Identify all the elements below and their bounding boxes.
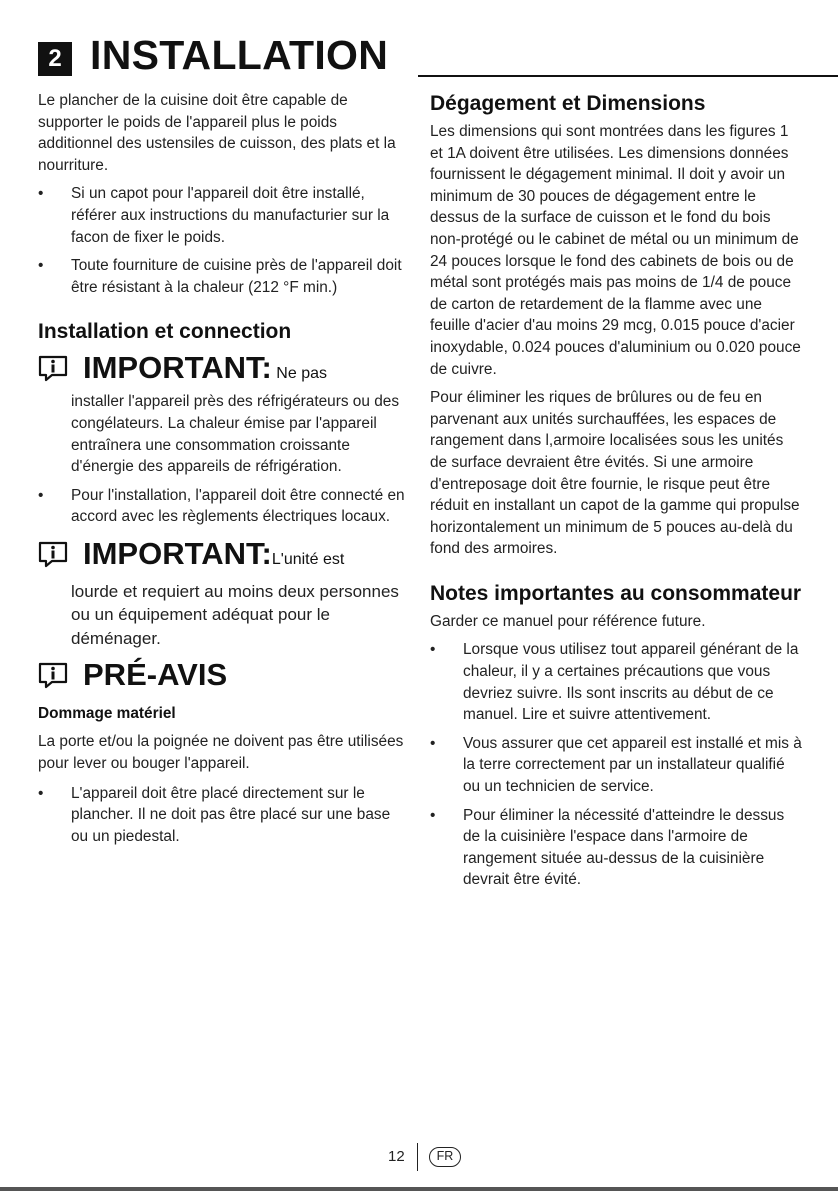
bullet-dot: • (38, 185, 44, 203)
section-heading-notes: Notes importantes au consommateur (430, 581, 802, 605)
chapter-title: INSTALLATION (90, 32, 389, 78)
chapter-number-badge: 2 (38, 42, 72, 76)
bullet-dot: • (430, 806, 436, 824)
bottom-rule (0, 1187, 838, 1191)
chapter-header (38, 32, 798, 78)
header-rule (418, 75, 838, 77)
important-text: installer l'appareil près des réfrigérateurs ou des congélateurs. La chaleur émise par l'appareil entraînera une consommation croissante d'énergie des appareils de réfrigération. (71, 393, 400, 476)
list-item: • Vous assurer que cet appareil est installé et mis à la terre correctement par un installateur qualifié ou un technicien de service. (430, 734, 802, 796)
list-item: • Pour éliminer la nécessité d'atteindre le dessus de la cuisinière l'espace dans l'armoire de rangement située au-dessus de la cuisinière devrait être évité. (430, 806, 785, 889)
list-item: • Pour l'installation, l'appareil doit être connecté en accord avec les règlements électriques locaux. (38, 486, 405, 526)
list-item: • L'appareil doit être placé directement sur le plancher. Il ne doit pas être placé sur une base ou un piedestal. (38, 784, 391, 845)
preavis-notice (38, 658, 410, 698)
bullet-dot: • (38, 784, 44, 802)
damage-heading: Dommage matériel (38, 705, 176, 723)
left-column (38, 90, 410, 847)
list-item: • Si un capot pour l'appareil doit être installé, référer aux instructions du manufacturier sur la facon de fixer le poids. (38, 185, 390, 246)
important-notice (38, 351, 410, 391)
right-column (430, 90, 802, 891)
important-label: IMPORTANT: Ne pas (83, 350, 327, 386)
list-item: • Toute fourniture de cuisine près de l'appareil doit être résistant à la chaleur (212 °F min.) (38, 257, 402, 296)
section-heading-installation: Installation et connection (38, 320, 292, 344)
info-notice-icon (38, 541, 68, 568)
bullet-dot: • (430, 641, 436, 659)
clearance-paragraph: Pour éliminer les riques de brûlures ou de feu en parvenant aux unités surchauffées, les espaces de rangement dans l,armoire localisées sous les unités de surface devraient être évités. Si une armoire d'entreposage doit être fournie, le risque peut être réduit en installant un capot de la gamme qui propulse horizontalement un minimum de 5 pouces au-delà du fond des armoires. (430, 389, 800, 558)
important-text: lourde et requiert au moins deux personnes ou un équipement adéquat pour le déménager. (71, 581, 399, 648)
important-notice (38, 537, 410, 577)
footer-divider (417, 1143, 418, 1171)
page-footer (0, 1142, 838, 1172)
bullet-dot: • (38, 257, 44, 275)
intro-paragraph: Le plancher de la cuisine doit être capable de supporter le poids de l'appareil plus le poids additionnel des ustensiles de cuisson, des plats et la nourriture. (38, 92, 396, 174)
list-item: • Lorsque vous utilisez tout appareil générant de la chaleur, il y a certaines précautions que vous devriez suivre. Ils sont inscrits au début de ce manuel. Lire et suivre attentivement. (430, 641, 799, 724)
section-heading-clearance: Dégagement et Dimensions (430, 92, 706, 115)
info-notice-icon (38, 662, 68, 689)
language-badge: FR (429, 1147, 461, 1167)
important-label: IMPORTANT:L'unité est (83, 535, 345, 571)
bullet-dot: • (38, 486, 44, 504)
page-number: 12 (388, 1148, 405, 1165)
damage-paragraph: La porte et/ou la poignée ne doivent pas être utilisées pour lever ou bouger l'appareil. (38, 733, 404, 772)
info-notice-icon (38, 355, 68, 382)
preavis-label: PRÉ-AVIS (83, 657, 228, 693)
clearance-paragraph: Les dimensions qui sont montrées dans les figures 1 et 1A doivent être utilisées. Les dimensions données fournissent le dégagement minimal. Il doit y avoir un minimum de 30 pouces de dégagement entre le dessus de la surface de cuisson et le fond du bois non-protégé ou le cabinet de métal ou un minimum de 24 pouces lorsque le fond des cabinets de bois ou de métal sont protégés mais pas moins de 1/4 de pouce de carton de retardement de la flamme avec une feuille d'acier d'au moins 29 mcg, 0.015 pouce d'acier inoxydable, 0.024 pouces d'aluminium ou 0.020 pouce de cuivre. (430, 123, 801, 378)
bullet-dot: • (430, 734, 436, 752)
notes-intro: Garder ce manuel pour référence future. (430, 612, 706, 630)
